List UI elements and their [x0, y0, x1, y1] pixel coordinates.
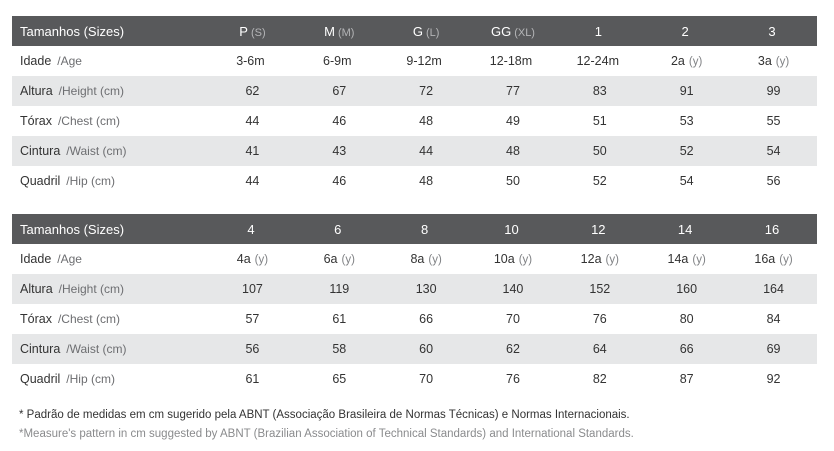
age-cell [470, 244, 557, 274]
age-cell [556, 244, 643, 274]
measure-cell: 119 [329, 282, 350, 296]
row-label-en: /Age [57, 54, 82, 68]
measure-cell: 91 [679, 84, 694, 98]
age-unit: (y) [692, 254, 706, 266]
age-row [12, 46, 817, 76]
size-main: 8 [421, 221, 429, 237]
measure-cell: 46 [332, 114, 347, 128]
row-label [12, 46, 209, 76]
age-unit: (y) [254, 254, 269, 266]
size-header [643, 16, 730, 46]
measure-cell: 52 [679, 144, 694, 158]
measure-cell: 61 [245, 372, 260, 386]
measure-cell: 69 [766, 342, 781, 356]
hip-row [12, 364, 817, 394]
row-label-en: /Waist (cm) [66, 144, 127, 158]
measure-cell: 50 [506, 174, 520, 188]
row-label [12, 334, 209, 364]
measure-cell: 46 [332, 174, 347, 188]
measure-cell: 62 [506, 342, 520, 356]
measure-cell: 72 [419, 84, 434, 98]
size-main: P [239, 23, 248, 39]
measure-cell: 48 [419, 114, 434, 128]
hip-row [12, 166, 817, 196]
age-unit: (y) [518, 254, 533, 266]
measure-cell: 49 [506, 114, 520, 128]
header-label: Tamanhos (Sizes) [20, 23, 125, 39]
measure-cell: 57 [245, 312, 260, 326]
age-value: 2a [670, 54, 685, 68]
height-row [12, 76, 817, 106]
age-value: 6-9m [323, 54, 352, 68]
chest-row [12, 304, 817, 334]
age-cell [556, 46, 643, 76]
size-main: 3 [768, 23, 776, 39]
measure-cell: 48 [506, 144, 520, 158]
measure-cell: 130 [415, 282, 437, 296]
row-label [12, 76, 209, 106]
size-header [209, 214, 296, 244]
age-value: 12-24m [576, 54, 619, 68]
measure-cell: 48 [419, 174, 434, 188]
age-cell [383, 244, 470, 274]
height-row [12, 274, 817, 304]
measure-cell: 65 [332, 372, 347, 386]
row-label-pt: Idade [20, 54, 52, 68]
table-header-row [12, 214, 817, 244]
row-label [12, 364, 209, 394]
measure-cell: 55 [766, 114, 781, 128]
age-value: 10a [493, 252, 515, 266]
size-main: 16 [764, 221, 780, 237]
age-row [12, 244, 817, 274]
size-header [470, 214, 557, 244]
age-value: 8a [410, 252, 425, 266]
measure-cell: 61 [332, 312, 347, 326]
age-unit: (y) [775, 56, 790, 68]
row-label-en: /Height (cm) [58, 282, 124, 296]
measure-cell: 66 [419, 312, 434, 326]
measure-cell: 51 [592, 114, 607, 128]
footnote-english: *Measure's pattern in cm suggested by ABNT (Brazilian Association of Technical Standards) and International Standards. [19, 428, 634, 440]
age-value: 9-12m [406, 54, 442, 68]
measure-cell: 58 [332, 342, 347, 356]
age-cell [643, 244, 730, 274]
size-sub: (S) [250, 26, 266, 39]
row-label [12, 166, 209, 196]
age-cell [383, 46, 470, 76]
age-value: 16a [754, 252, 776, 266]
size-main: 1 [594, 23, 602, 39]
age-unit: (y) [779, 254, 793, 266]
size-header [383, 214, 470, 244]
measure-cell: 53 [679, 114, 694, 128]
waist-row [12, 334, 817, 364]
size-main: 14 [677, 221, 693, 237]
size-sub: (M) [337, 26, 355, 39]
row-label-pt: Quadril [20, 372, 61, 386]
measure-cell: 92 [766, 372, 781, 386]
size-main: 6 [334, 221, 342, 237]
age-unit: (y) [605, 254, 619, 266]
size-main: 10 [504, 221, 519, 237]
measure-cell: 84 [766, 312, 781, 326]
age-cell [470, 46, 557, 76]
measure-cell: 52 [592, 174, 607, 188]
chest-row [12, 106, 817, 136]
measure-cell: 56 [766, 174, 781, 188]
age-unit: (y) [688, 56, 703, 68]
row-label-pt: Cintura [20, 342, 61, 356]
measure-cell: 62 [245, 84, 260, 98]
waist-row [12, 136, 817, 166]
measure-cell: 83 [592, 84, 607, 98]
size-main: 4 [247, 221, 255, 237]
measure-cell: 44 [245, 174, 260, 188]
size-table-baby [12, 16, 817, 196]
age-cell [209, 244, 296, 274]
measure-cell: 80 [679, 312, 694, 326]
size-table-kids [12, 214, 817, 394]
measure-cell: 56 [245, 342, 260, 356]
age-value: 3-6m [236, 54, 265, 68]
measure-cell: 70 [419, 372, 434, 386]
size-header [209, 16, 296, 46]
size-main: G [412, 23, 423, 39]
row-label-pt: Idade [20, 252, 52, 266]
measure-cell: 54 [679, 174, 694, 188]
header-label: Tamanhos (Sizes) [20, 221, 125, 237]
measure-cell: 50 [592, 144, 607, 158]
row-label-pt: Tórax [20, 312, 52, 326]
age-cell [296, 244, 383, 274]
row-label-en: /Hip (cm) [66, 174, 115, 188]
size-header [730, 214, 817, 244]
measure-cell: 54 [766, 144, 781, 158]
row-label-en: /Age [57, 252, 82, 266]
age-cell [296, 46, 383, 76]
size-main: 12 [591, 221, 606, 237]
row-label [12, 274, 209, 304]
table-header-row [12, 16, 817, 46]
row-label-pt: Tórax [20, 114, 52, 128]
footnote-portuguese: * Padrão de medidas em cm sugerido pela ABNT (Associação Brasileira de Normas Técnicas) e Normas Internacionais. [19, 409, 630, 421]
measure-cell: 76 [592, 312, 607, 326]
row-label-pt: Quadril [20, 174, 61, 188]
size-header [296, 16, 383, 46]
age-cell [730, 46, 817, 76]
measure-cell: 87 [679, 372, 694, 386]
age-cell [643, 46, 730, 76]
size-main: M [324, 23, 335, 39]
row-label-en: /Height (cm) [58, 84, 124, 98]
measure-cell: 76 [506, 372, 520, 386]
measure-cell: 64 [592, 342, 607, 356]
measure-cell: 160 [676, 282, 698, 296]
row-label [12, 136, 209, 166]
measure-cell: 44 [245, 114, 260, 128]
size-header [470, 16, 557, 46]
age-value: 6a [323, 252, 338, 266]
measure-cell: 107 [242, 282, 263, 296]
size-header [383, 16, 470, 46]
size-header [296, 214, 383, 244]
row-label-en: /Waist (cm) [66, 342, 127, 356]
measure-cell: 67 [332, 84, 347, 98]
age-value: 4a [236, 252, 251, 266]
measure-cell: 44 [419, 144, 434, 158]
measure-cell: 82 [592, 372, 607, 386]
size-header [556, 16, 643, 46]
measure-cell: 70 [506, 312, 520, 326]
size-sub: (XL) [514, 26, 535, 39]
measure-cell: 41 [245, 144, 260, 158]
measure-cell: 152 [589, 282, 611, 296]
row-label [12, 304, 209, 334]
age-cell [730, 244, 817, 274]
row-label-pt: Altura [20, 282, 53, 296]
size-sub: (L) [425, 26, 440, 39]
row-label-en: /Chest (cm) [57, 114, 120, 128]
size-main: 2 [681, 23, 689, 39]
age-value: 14a [667, 252, 689, 266]
row-label [12, 244, 209, 274]
age-value: 12a [580, 252, 602, 266]
row-label-pt: Altura [20, 84, 53, 98]
row-label-pt: Cintura [20, 144, 61, 158]
size-header [556, 214, 643, 244]
measure-cell: 43 [332, 144, 347, 158]
measure-cell: 66 [679, 342, 694, 356]
age-unit: (y) [428, 254, 442, 266]
size-header [643, 214, 730, 244]
row-label-en: /Chest (cm) [57, 312, 120, 326]
measure-cell: 77 [506, 84, 520, 98]
measure-cell: 164 [763, 282, 784, 296]
age-value: 3a [757, 54, 772, 68]
row-label-en: /Hip (cm) [66, 372, 115, 386]
size-header [730, 16, 817, 46]
age-cell [209, 46, 296, 76]
age-value: 12-18m [489, 54, 533, 68]
row-label [12, 106, 209, 136]
size-main: GG [490, 23, 512, 39]
measure-cell: 99 [766, 84, 781, 98]
age-unit: (y) [341, 254, 355, 266]
measure-cell: 140 [502, 282, 524, 296]
measure-cell: 60 [419, 342, 434, 356]
